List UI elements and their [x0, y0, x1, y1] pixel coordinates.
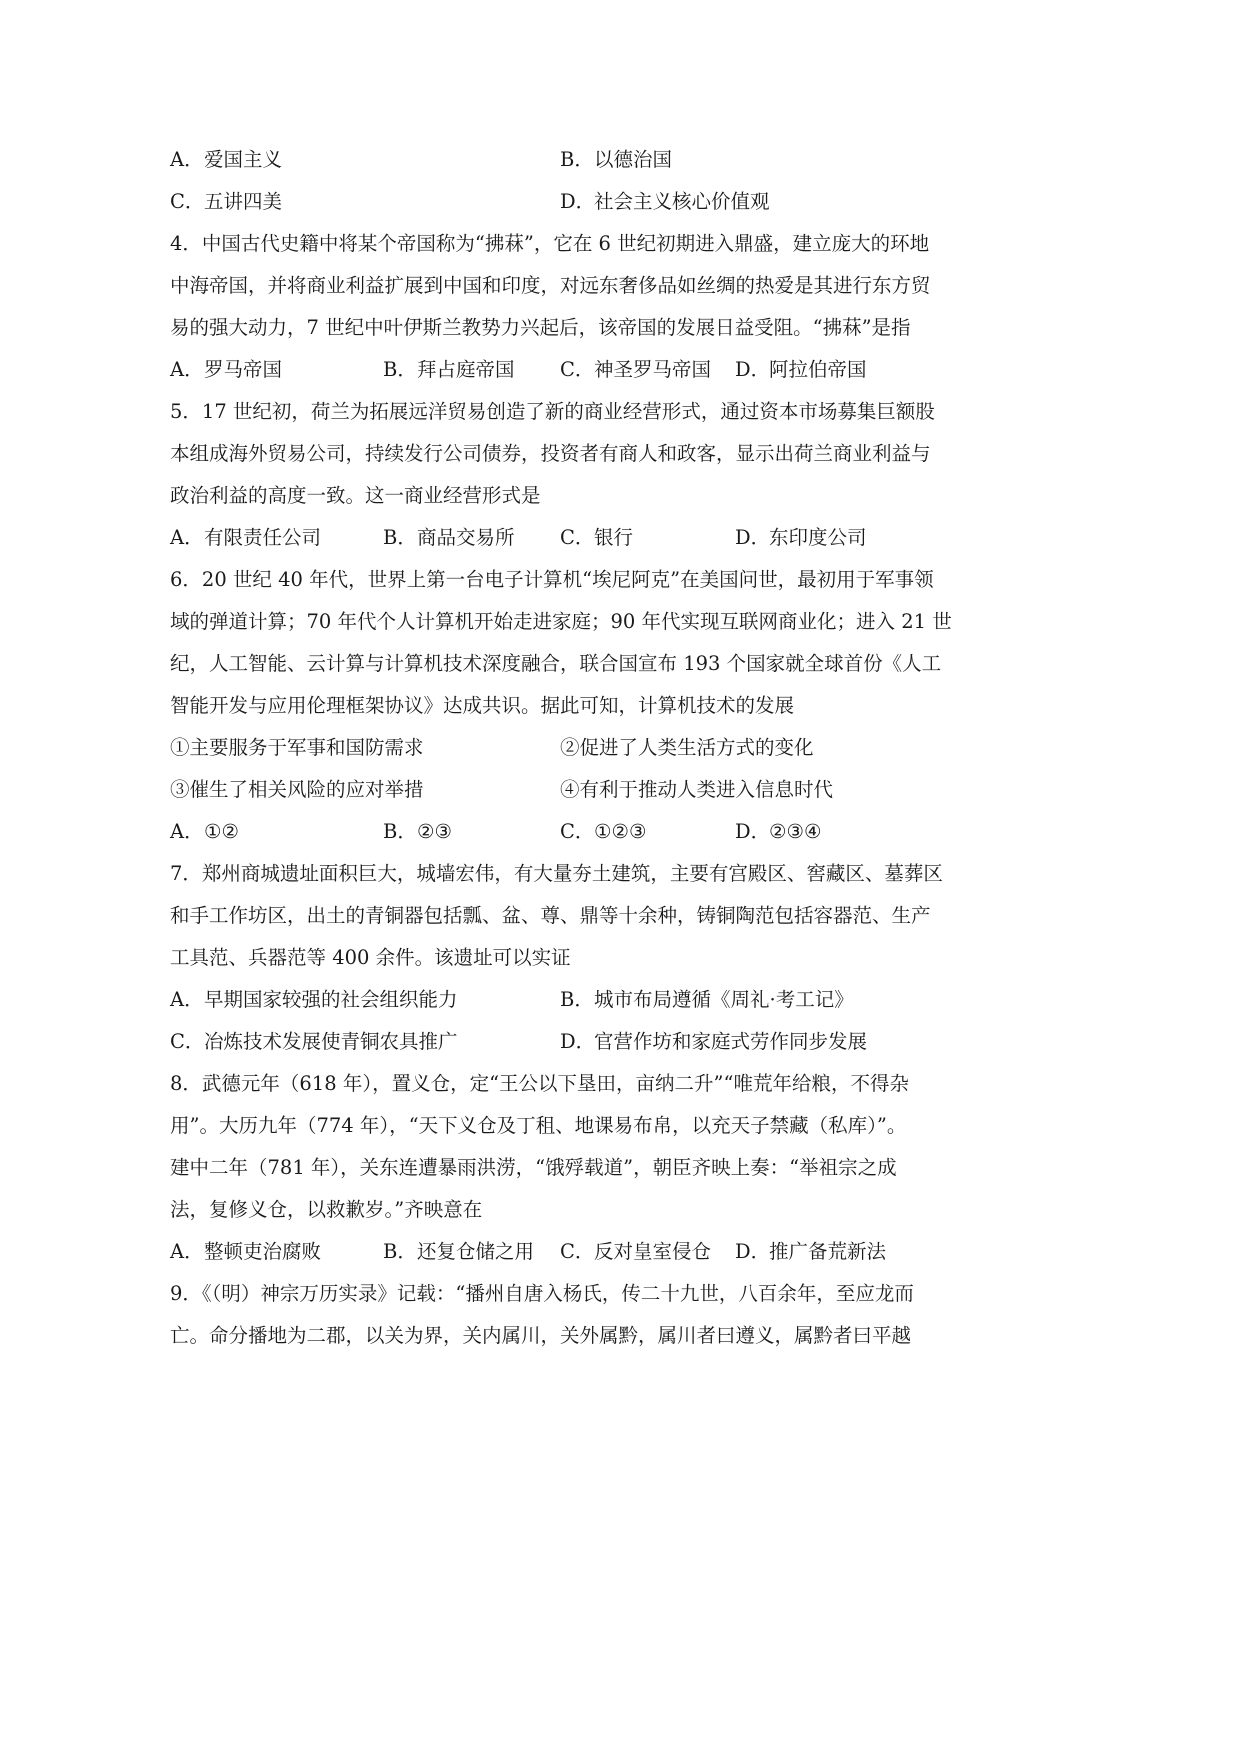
q6-statement-4: ④有利于推动人类进入信息时代 — [560, 778, 834, 801]
q8-option-c: C．反对皇室侵仓 — [560, 1240, 712, 1263]
q4-stem-line: 4．中国古代史籍中将某个帝国称为“拂菻”，它在 6 世纪初期进入鼎盛，建立庞大的环地 — [170, 232, 930, 255]
q6-option-d: D．②③④ — [735, 820, 822, 843]
q9-stem-line: 亡。命分播地为二郡，以关为界，关内属川，关外属黔，属川者曰遵义，属黔者曰平越 — [170, 1324, 912, 1347]
q8-option-a: A．整顿吏治腐败 — [170, 1240, 322, 1263]
q7-stem-line: 和手工作坊区，出土的青铜器包括瓢、盆、尊、鼎等十余种，铸铜陶范包括容器范、生产 — [170, 904, 931, 927]
q7-option-d: D．官营作坊和家庭式劳作同步发展 — [560, 1030, 868, 1053]
q9-stem-line: 9．《（明）神宗万历实录》记载：“播州自唐入杨氏，传二十九世，八百余年，至应龙而 — [170, 1282, 914, 1305]
q5-option-b: B．商品交易所 — [383, 526, 515, 549]
q5-stem-line: 政治利益的高度一致。这一商业经营形式是 — [170, 484, 541, 507]
q6-statement-2: ②促进了人类生活方式的变化 — [560, 736, 814, 759]
q5-stem-line: 5．17 世纪初，荷兰为拓展远洋贸易创造了新的商业经营形式，通过资本市场募集巨额股 — [170, 400, 935, 423]
q8-stem-line: 用”。大历九年（774 年），“天下义仓及丁租、地课易布帛，以充天子禁藏（私库）”。 — [170, 1114, 907, 1137]
q6-stem-line: 纪，人工智能、云计算与计算机技术深度融合，联合国宣布 193 个国家就全球首份《人工 — [170, 652, 942, 675]
q7-stem-line: 工具范、兵器范等 400 余件。该遗址可以实证 — [170, 946, 571, 969]
q8-option-b: B．还复仓储之用 — [383, 1240, 535, 1263]
q4-stem-line: 中海帝国，并将商业利益扩展到中国和印度，对远东奢侈品如丝绸的热爱是其进行东方贸 — [170, 274, 931, 297]
q7-option-c: C．冶炼技术发展使青铜农具推广 — [170, 1030, 458, 1053]
q6-stem-line: 6．20 世纪 40 年代，世界上第一台电子计算机“埃尼阿克”在美国问世，最初用于军事领 — [170, 568, 934, 591]
q7-stem-line: 7．郑州商城遗址面积巨大，城墙宏伟，有大量夯土建筑，主要有宫殿区、窖藏区、墓葬区 — [170, 862, 943, 885]
q4-stem-line: 易的强大动力，7 世纪中叶伊斯兰教势力兴起后，该帝国的发展日益受阻。“拂菻”是指 — [170, 316, 911, 339]
q6-option-a: A．①② — [170, 820, 239, 843]
q6-stem-line: 域的弹道计算；70 年代个人计算机开始走进家庭；90 年代实现互联网商业化；进入 21 世 — [170, 610, 952, 633]
q6-option-b: B．②③ — [383, 820, 452, 843]
q5-option-a: A．有限责任公司 — [170, 526, 322, 549]
q7-option-a: A．早期国家较强的社会组织能力 — [170, 988, 458, 1011]
q6-option-c: C．①②③ — [560, 820, 647, 843]
q8-stem-line: 建中二年（781 年），关东连遭暴雨洪涝，“饿殍载道”，朝臣齐映上奏：“举祖宗之成 — [170, 1156, 897, 1179]
q8-stem-line: 法，复修义仓，以救歉岁。”齐映意在 — [170, 1198, 483, 1221]
q8-option-d: D．推广备荒新法 — [735, 1240, 887, 1263]
q4-option-d: D．阿拉伯帝国 — [735, 358, 867, 381]
q5-option-d: D．东印度公司 — [735, 526, 867, 549]
q4-option-c: C．神圣罗马帝国 — [560, 358, 712, 381]
q4-option-b: B．拜占庭帝国 — [383, 358, 515, 381]
q5-option-c: C．银行 — [560, 526, 634, 549]
q7-option-b: B．城市布局遵循《周礼·考工记》 — [560, 988, 854, 1011]
q5-stem-line: 本组成海外贸易公司，持续发行公司债券，投资者有商人和政客，显示出荷兰商业利益与 — [170, 442, 931, 465]
q3-option-d: D．社会主义核心价值观 — [560, 190, 770, 213]
q3-option-b: B．以德治国 — [560, 148, 673, 171]
q6-statement-1: ①主要服务于军事和国防需求 — [170, 736, 424, 759]
q4-option-a: A．罗马帝国 — [170, 358, 283, 381]
q8-stem-line: 8．武德元年（618 年），置义仓，定“王公以下垦田，亩纳二升”“唯荒年给粮，不得杂 — [170, 1072, 909, 1095]
q6-statement-3: ③催生了相关风险的应对举措 — [170, 778, 424, 801]
q6-stem-line: 智能开发与应用伦理框架协议》达成共识。据此可知，计算机技术的发展 — [170, 694, 795, 717]
q3-option-c: C．五讲四美 — [170, 190, 283, 213]
q3-option-a: A．爱国主义 — [170, 148, 283, 171]
